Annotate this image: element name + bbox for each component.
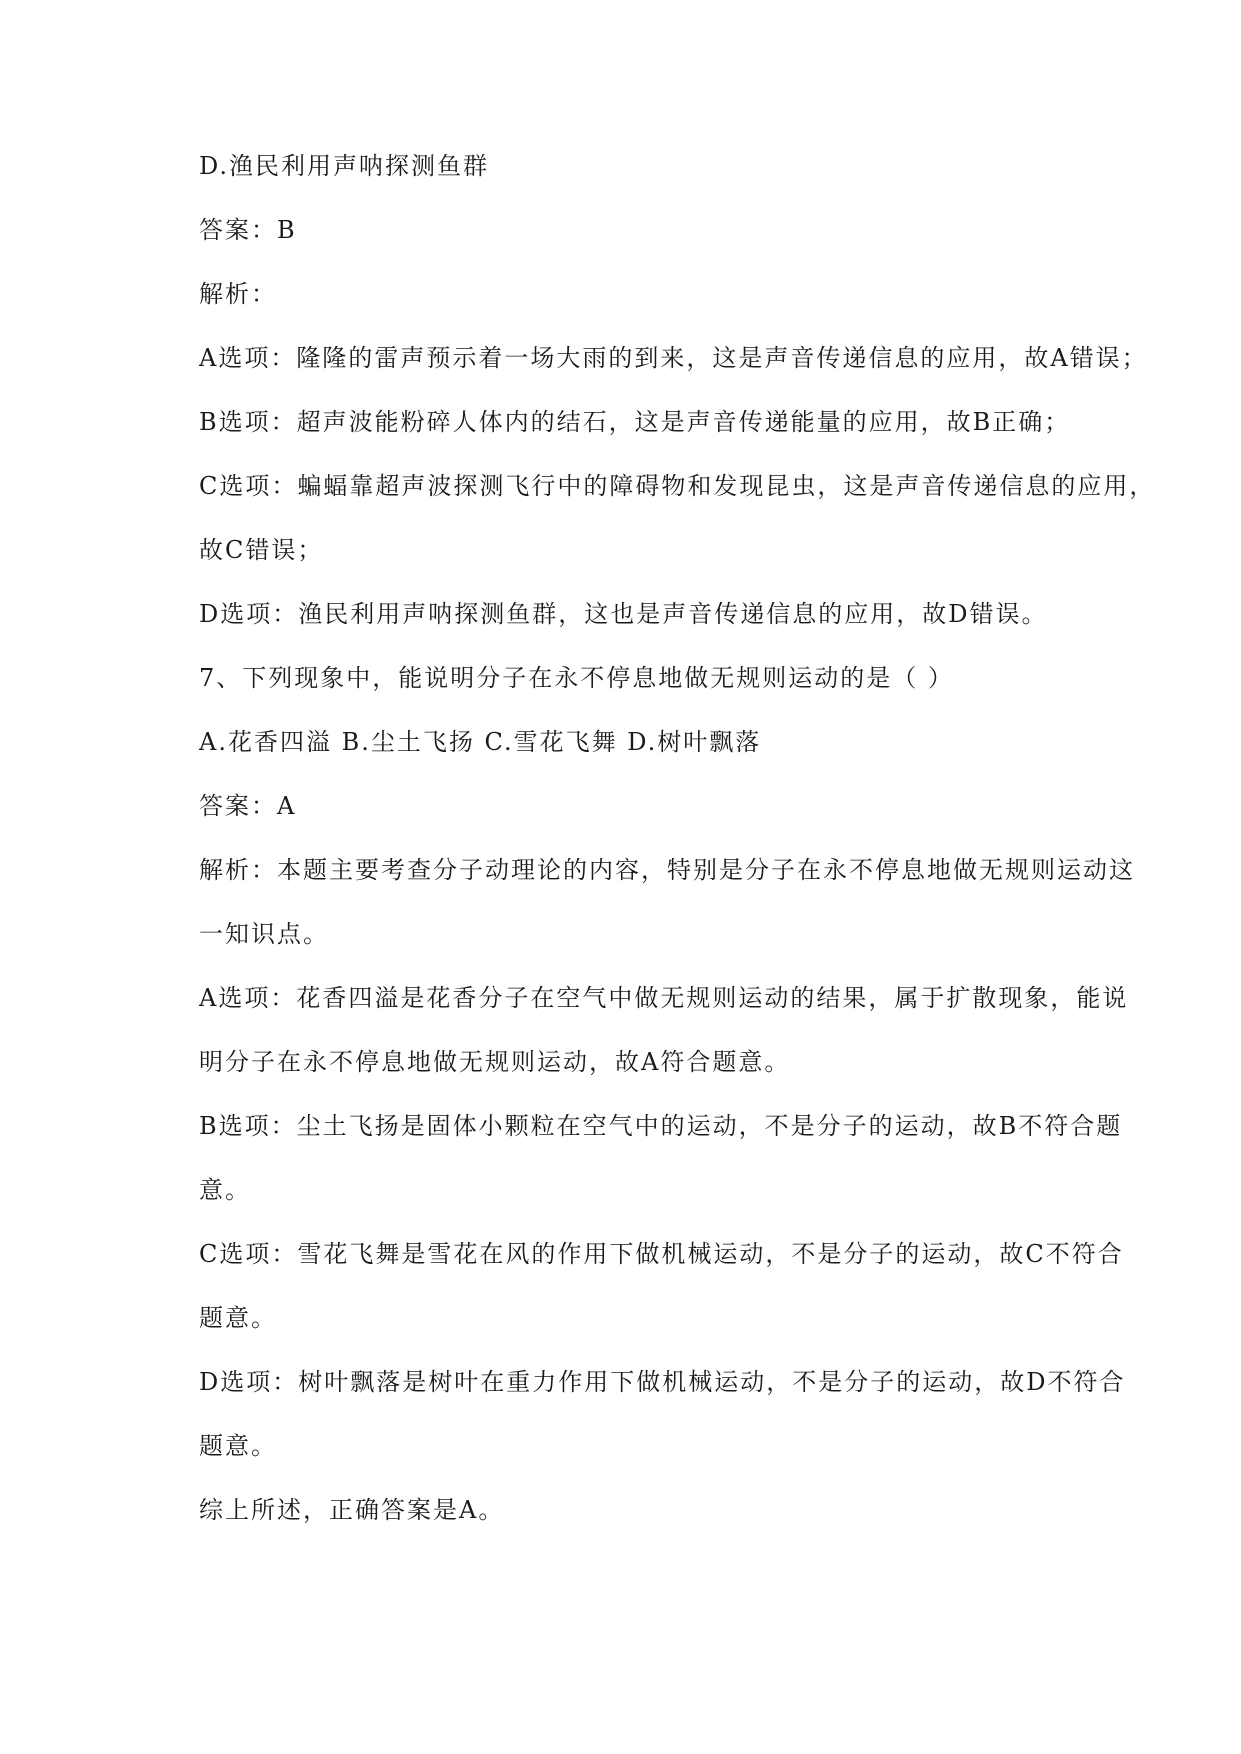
analysis-option-d-cont: 题意。 — [199, 1432, 277, 1460]
conclusion-line: 综上所述，正确答案是A。 — [199, 1496, 505, 1524]
analysis-option-c-cont: 故C错误； — [199, 536, 324, 564]
question-7: 7、下列现象中，能说明分子在永不停息地做无规则运动的是（ ） — [199, 664, 954, 692]
option-d-line: D.渔民利用声呐探测鱼群 — [199, 152, 490, 180]
analysis-option-a: A选项：隆隆的雷声预示着一场大雨的到来，这是声音传递信息的应用，故A错误； — [199, 344, 1148, 372]
analysis-option-b: B选项：尘土飞扬是固体小颗粒在空气中的运动，不是分子的运动，故B不符合题 — [199, 1112, 1123, 1140]
question-7-options: A.花香四溢 B.尘土飞扬 C.雪花飞舞 D.树叶飘落 — [199, 728, 762, 756]
analysis-option-a: A选项：花香四溢是花香分子在空气中做无规则运动的结果，属于扩散现象，能说 — [199, 984, 1129, 1012]
analysis-option-c: C选项：蝙蝠靠超声波探测飞行中的障碍物和发现昆虫，这是声音传递信息的应用， — [199, 472, 1156, 500]
analysis-option-c: C选项：雪花飞舞是雪花在风的作用下做机械运动，不是分子的运动，故C不符合 — [199, 1240, 1124, 1268]
analysis-option-d: D选项：渔民利用声呐探测鱼群，这也是声音传递信息的应用，故D错误。 — [199, 600, 1048, 628]
answer-line: 答案：B — [199, 216, 297, 244]
analysis-option-b: B选项：超声波能粉碎人体内的结石，这是声音传递能量的应用，故B正确； — [199, 408, 1071, 436]
analysis-option-d: D选项：树叶飘落是树叶在重力作用下做机械运动，不是分子的运动，故D不符合 — [199, 1368, 1126, 1396]
answer-line: 答案：A — [199, 792, 297, 820]
analysis-intro-cont: 一知识点。 — [199, 920, 329, 948]
analysis-option-b-cont: 意。 — [199, 1176, 251, 1204]
analysis-option-c-cont: 题意。 — [199, 1304, 277, 1332]
analysis-intro: 解析：本题主要考查分子动理论的内容，特别是分子在永不停息地做无规则运动这 — [199, 856, 1135, 884]
analysis-heading: 解析： — [199, 280, 277, 308]
analysis-option-a-cont: 明分子在永不停息地做无规则运动，故A符合题意。 — [199, 1048, 791, 1076]
